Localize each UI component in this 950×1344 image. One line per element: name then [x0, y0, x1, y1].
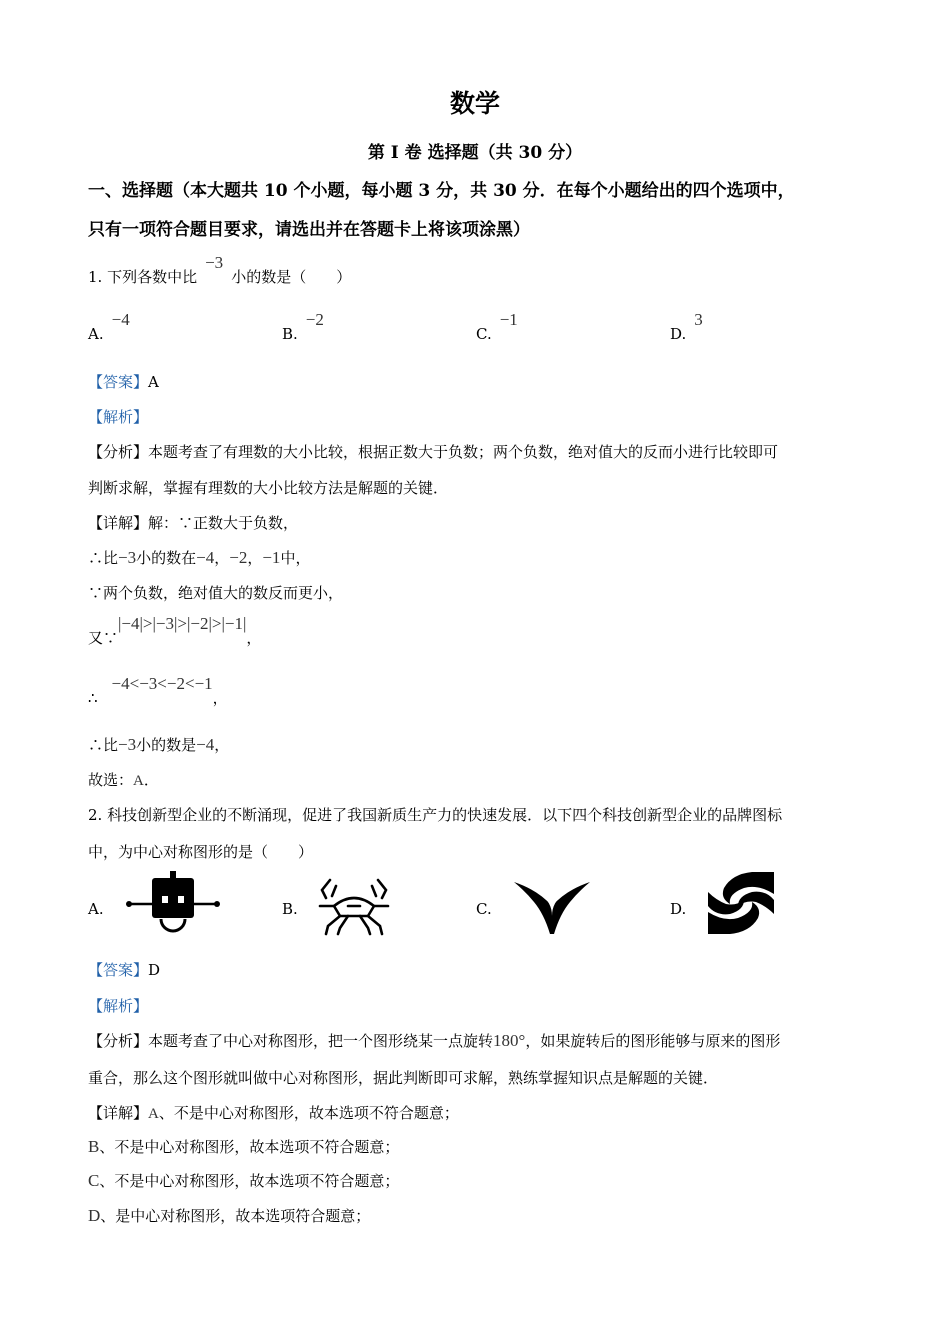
- swirl-logo-icon: [706, 870, 776, 936]
- q1-detail-line7: [88, 769, 159, 790]
- q1-detail-line2: [88, 547, 310, 568]
- q1-detail-line6: [88, 734, 229, 755]
- q1-stem: [88, 253, 352, 287]
- fenxi-tag: 【分析】: [88, 443, 149, 461]
- q1-detail-line1: [88, 512, 298, 533]
- detail-tag: 【详解】: [88, 514, 149, 532]
- text: ∴比: [88, 549, 119, 567]
- q2-option-b-letter: B.: [282, 900, 298, 918]
- q1-detail-line5: [88, 674, 228, 708]
- q2-detail-c: [88, 1170, 399, 1191]
- text: 故选：: [88, 771, 134, 789]
- q1-fenxi-line1: [88, 441, 778, 462]
- q1-option-a: [88, 310, 130, 344]
- q1-option-d: [670, 310, 703, 344]
- text: 小的数是: [136, 736, 197, 754]
- q2-option-c-letter: C.: [476, 900, 492, 918]
- math: B: [88, 1137, 100, 1156]
- q1-option-b: [282, 310, 324, 344]
- q2-detail-b: [88, 1136, 399, 1157]
- text: ，如果旋转后的图形能够与原来的图形: [525, 1032, 781, 1050]
- q1-detail-line3: ∵两个负数，绝对值大的数反而更小，: [88, 584, 344, 602]
- text: 中，: [280, 549, 311, 567]
- math: −4: [196, 735, 215, 754]
- detail-text: 解：∵正数大于负数，: [148, 514, 299, 532]
- page-title: 数学: [449, 89, 500, 118]
- text: 、不是中心对称图形，故本选项不符合题意；: [158, 1104, 459, 1122]
- math: −4<−3<−2<−1: [111, 674, 213, 693]
- option-letter: D.: [670, 325, 687, 343]
- answer-tag: 【答案】: [88, 373, 149, 391]
- answer-value: A: [148, 373, 159, 391]
- math: −2: [229, 548, 248, 567]
- q2-fenxi-line1: [88, 1030, 780, 1051]
- q2-detail-a: [88, 1102, 459, 1123]
- crab-logo-icon: [318, 876, 390, 936]
- q1-stem-math: −3: [205, 253, 224, 272]
- q2-option-a-letter: A.: [88, 900, 104, 918]
- text: ．: [143, 771, 159, 789]
- option-value: −4: [111, 310, 130, 329]
- q1-option-c: [476, 310, 518, 344]
- option-value: −1: [499, 310, 518, 329]
- q1-answer: [88, 371, 159, 392]
- math: −3: [118, 548, 137, 567]
- text: ∴: [88, 689, 98, 707]
- math: −1: [262, 548, 281, 567]
- text: ，: [247, 549, 263, 567]
- option-letter: B.: [282, 325, 298, 343]
- text: 、不是中心对称图形，故本选项不符合题意；: [99, 1172, 400, 1190]
- math: D: [88, 1206, 101, 1225]
- q1-analysis-tag: 【解析】: [88, 408, 149, 426]
- text: 、是中心对称图形，故本选项符合题意；: [100, 1207, 371, 1225]
- math: C: [88, 1171, 100, 1190]
- q1-detail-line4: [88, 614, 262, 648]
- text: ，: [214, 736, 230, 754]
- q1-stem-suffix: 小的数是（ ）: [231, 268, 352, 286]
- option-letter: A.: [88, 325, 104, 343]
- text: 本题考查了中心对称图形，把一个图形绕某一点旋转: [148, 1032, 494, 1050]
- math: |−4|>|−3|>|−2|>|−1|: [118, 614, 247, 633]
- robot-logo-icon: [125, 870, 221, 936]
- fenxi-text: 本题考查了有理数的大小比较，根据正数大于负数；两个负数，绝对值大的反而小进行比较即可: [148, 443, 779, 461]
- math: A: [133, 773, 144, 789]
- math: A: [148, 1106, 159, 1122]
- text: ∴比: [88, 736, 119, 754]
- section-heading-line2: 只有一项符合题目要求，请选出并在答题卡上将该项涂黑）: [88, 220, 530, 240]
- part-title: 第 I 卷 选择题（共 30 分）: [367, 143, 583, 163]
- answer-tag: 【答案】: [88, 961, 149, 979]
- math: −4: [196, 548, 215, 567]
- q2-stem-line1: 2. 科技创新型企业的不断涌现，促进了我国新质生产力的快速发展．以下四个科技创新型企业的品牌图标: [88, 806, 783, 824]
- text: ，: [212, 689, 228, 707]
- answer-value: D: [148, 961, 161, 979]
- text: 又∵: [88, 629, 119, 647]
- text: 、不是中心对称图形，故本选项不符合题意；: [99, 1138, 400, 1156]
- text: ，: [214, 549, 230, 567]
- q1-fenxi-line2: 判断求解，掌握有理数的大小比较方法是解题的关键．: [88, 479, 449, 497]
- q2-fenxi-line2: 重合，那么这个图形就叫做中心对称图形，据此判断即可求解，熟练掌握知识点是解题的关键．: [88, 1069, 719, 1087]
- math: 180°: [493, 1031, 526, 1050]
- q2-answer: [88, 959, 160, 980]
- option-letter: C.: [476, 325, 492, 343]
- option-value: −2: [305, 310, 324, 329]
- q2-analysis-tag: 【解析】: [88, 997, 149, 1015]
- q1-stem-prefix: 1. 下列各数中比: [88, 268, 198, 286]
- text: ，: [246, 629, 262, 647]
- detail-tag: 【详解】: [88, 1104, 149, 1122]
- wing-logo-icon: [512, 880, 592, 936]
- section-heading-line1: 一、选择题（本大题共 10 个小题，每小题 3 分，共 30 分．在每个小题给出的四个选项中，: [88, 181, 795, 201]
- option-value: 3: [694, 310, 703, 329]
- q2-option-d-letter: D.: [670, 900, 687, 918]
- text: 小的数在: [136, 549, 197, 567]
- math: −3: [118, 735, 137, 754]
- q2-stem-line2: 中，为中心对称图形的是（ ）: [88, 843, 314, 861]
- q2-detail-d: [88, 1205, 370, 1226]
- fenxi-tag: 【分析】: [88, 1032, 149, 1050]
